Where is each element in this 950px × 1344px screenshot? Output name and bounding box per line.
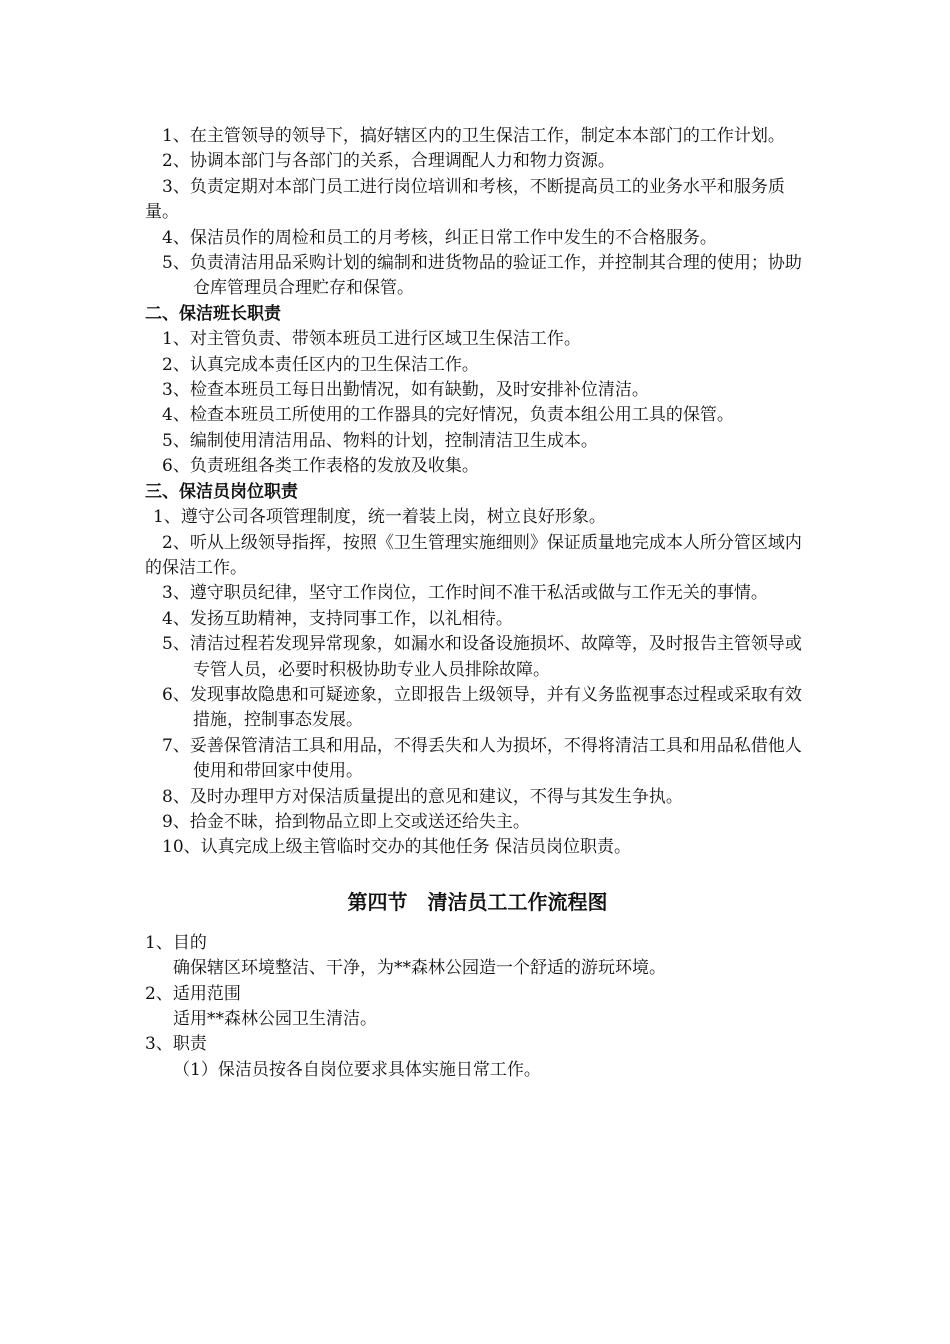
duty-item: 10、认真完成上级主管临时交办的其他任务 保洁员岗位职责。 <box>162 837 632 858</box>
duty-item: 5、负责清洁用品采购计划的编制和进货物品的验证工作，并控制其合理的使用；协助 <box>162 253 802 274</box>
duty-item-continuation: 仓库管理员合理贮存和保管。 <box>193 278 414 299</box>
section-heading: 二、保洁班长职责 <box>145 303 281 324</box>
subsection-heading: 2、适用范围 <box>145 983 241 1004</box>
duty-item: 6、发现事故隐患和可疑迹象，立即报告上级领导，并有义务监视事态过程或采取有效 <box>162 684 802 705</box>
subsection-heading: 3、职责 <box>145 1034 207 1055</box>
duty-item: 4、检查本班员工所使用的工作器具的完好情况，负责本组公用工具的保管。 <box>162 405 734 426</box>
duty-item: 2、认真完成本责任区内的卫生保洁工作。 <box>162 354 479 375</box>
duty-item: 5、清洁过程若发现异常现象，如漏水和设备设施损坏、故障等，及时报告主管领导或 <box>162 634 802 655</box>
subsection-text: （1）保洁员按各自岗位要求具体实施日常工作。 <box>173 1059 541 1080</box>
duty-item: 6、负责班组各类工作表格的发放及收集。 <box>162 456 479 477</box>
duty-item: 8、及时办理甲方对保洁质量提出的意见和建议，不得与其发生争执。 <box>162 786 683 807</box>
duty-item: 1、在主管领导的领导下，搞好辖区内的卫生保洁工作，制定本本部门的工作计划。 <box>162 126 785 146</box>
duty-item: 1、遵守公司各项管理制度，统一着装上岗，树立良好形象。 <box>153 507 606 528</box>
duty-item: 9、拾金不昧，拾到物品立即上交或送还给失主。 <box>162 811 530 832</box>
subsection-heading: 1、目的 <box>145 932 207 953</box>
duty-item-continuation: 专管人员，必要时积极协助专业人员排除故障。 <box>193 659 550 680</box>
section-title: 第四节 清洁员工工作流程图 <box>347 889 608 914</box>
duty-item: 3、检查本班员工每日出勤情况，如有缺勤，及时安排补位清洁。 <box>162 380 649 401</box>
duty-item: 5、编制使用清洁用品、物料的计划，控制清洁卫生成本。 <box>162 430 598 451</box>
subsection-text: 适用**森林公园卫生清洁。 <box>173 1009 377 1029</box>
duty-item: 3、遵守职员纪律，坚守工作岗位，工作时间不准干私活或做与工作无关的事情。 <box>162 583 768 604</box>
duty-item: 1、对主管负责、带领本班员工进行区域卫生保洁工作。 <box>162 329 581 350</box>
duty-item-continuation: 使用和带回家中使用。 <box>193 761 363 782</box>
document-page <box>145 124 810 1083</box>
duty-item: 2、听从上级领导指挥，按照《卫生管理实施细则》保证质量地完成本人所分管区域内的保洁工作。 <box>145 532 802 578</box>
duty-item: 7、妥善保管清洁工具和用品，不得丢失和人为损坏，不得将清洁工具和用品私借他人 <box>162 735 802 756</box>
subsection-text: 确保辖区环境整洁、干净，为**森林公园造一个舒适的游玩环境。 <box>173 958 666 979</box>
duty-item: 4、保洁员作的周检和员工的月考核，纠正日常工作中发生的不合格服务。 <box>162 227 717 248</box>
duty-item: 3、负责定期对本部门员工进行岗位培训和考核，不断提高员工的业务水平和服务质量。 <box>145 176 785 223</box>
section-heading: 三、保洁员岗位职责 <box>145 481 298 502</box>
duty-item: 2、协调本部门与各部门的关系，合理调配人力和物力资源。 <box>162 151 615 172</box>
duty-item: 4、发扬互助精神，支持同事工作，以礼相待。 <box>162 608 513 629</box>
duty-item-continuation: 措施，控制事态发展。 <box>193 710 363 731</box>
